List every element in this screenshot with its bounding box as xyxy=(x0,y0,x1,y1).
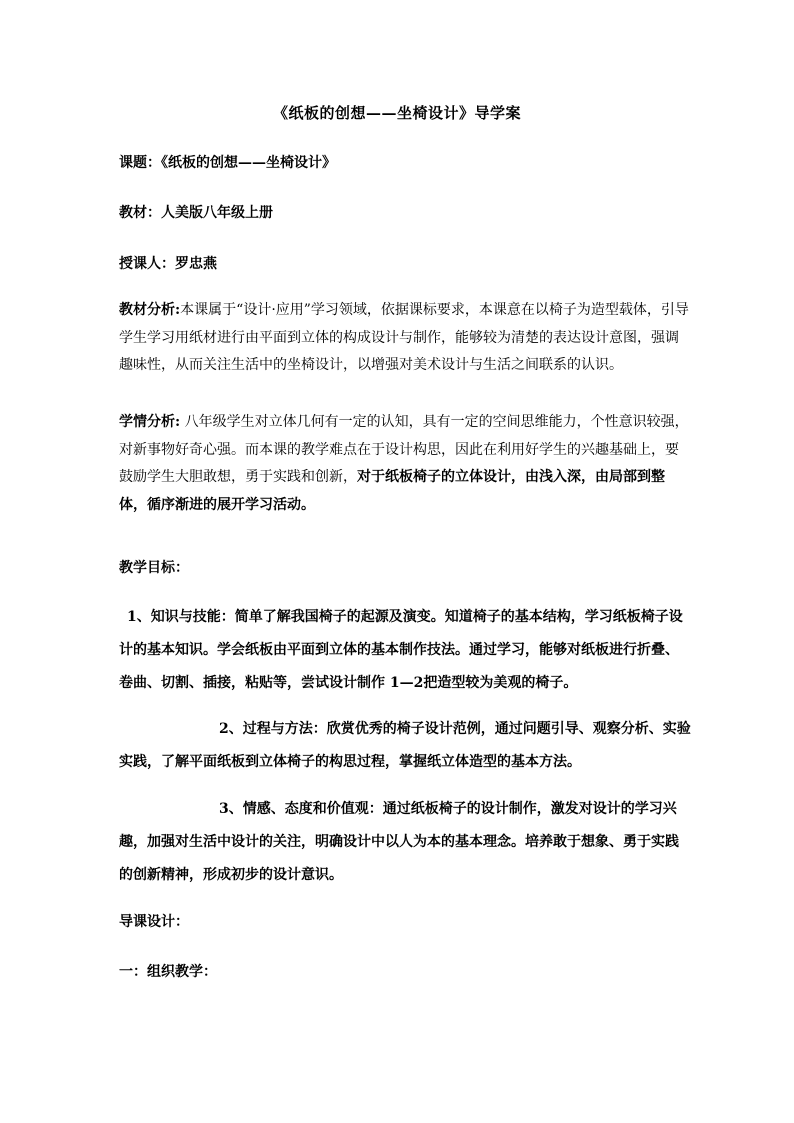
teacher-label: 授课人： xyxy=(119,256,175,272)
learner-analysis xyxy=(119,409,691,519)
topic-value: 《纸板的创想——坐椅设计》 xyxy=(161,155,336,171)
textbook-line xyxy=(119,202,689,222)
learner-text: 八年级学生对立体几何有一定的认知，具有一定的空间思维能力，个性意识较强，对新事物好奇心强。而本课的教学难点在于设计构思，因此在利用好学生的兴趣基础上，要鼓励学生大胆敢想，勇于实践和创新， xyxy=(119,414,689,485)
goal-item-attitude: 3、情感、态度和价值观：通过纸板椅子的设计制作，激发对设计的学习兴趣，加强对生活中设计的关注，明确设计中以人为本的基本理念。培养敢于想象、勇于实践的创新精神，形成初步的设计意识。 xyxy=(119,801,679,883)
analysis-text: 本课属于“设计·应用”学习领域，依据课标要求，本课意在以椅子为造型载体，引导学生学习用纸材进行由平面到立体的构成设计与制作，能够较为清楚的表达设计意图，强调趣味性，从而关注生活中的坐椅设计，以增强对美术设计与生活之间联系的认识。 xyxy=(119,302,689,373)
topic-line xyxy=(119,152,689,172)
learner-label: 学情分析: xyxy=(119,414,181,430)
textbook-value: 人美版八年级上册 xyxy=(161,205,273,221)
analysis-label: 教材分析: xyxy=(119,302,181,318)
teacher-line xyxy=(119,253,689,273)
document-title: 《纸板的创想——坐椅设计》导学案 xyxy=(272,104,521,122)
textbook-analysis xyxy=(119,297,691,380)
learner-text-emphasis: 对于纸板椅子的立体设计，由浅入深，由局部到整体，循序渐进的展开学习活动。 xyxy=(119,469,665,513)
design-heading: 导课设计： xyxy=(119,914,189,930)
goal-item-knowledge: 1、知识与技能：简单了解我国椅子的起源及演变。知道椅子的基本结构，学习纸板椅子设计的基本知识。学会纸板由平面到立体的基本制作技法。通过学习，能够对纸板进行折叠、卷曲、切割、插接，粘贴等，尝试设计制作 1—2把造型较为美观的椅子。 xyxy=(119,609,683,691)
goals-heading: 教学目标： xyxy=(119,560,189,576)
step-one-heading: 一：组织教学： xyxy=(119,964,217,980)
textbook-label: 教材： xyxy=(119,205,161,221)
topic-label: 课题： xyxy=(119,155,161,171)
teacher-value: 罗忠燕 xyxy=(175,256,217,272)
goal-item-process: 2、过程与方法：欣赏优秀的椅子设计范例，通过问题引导、观察分析、实验实践，了解平面纸板到立体椅子的构思过程，掌握纸立体造型的基本方法。 xyxy=(119,721,691,770)
